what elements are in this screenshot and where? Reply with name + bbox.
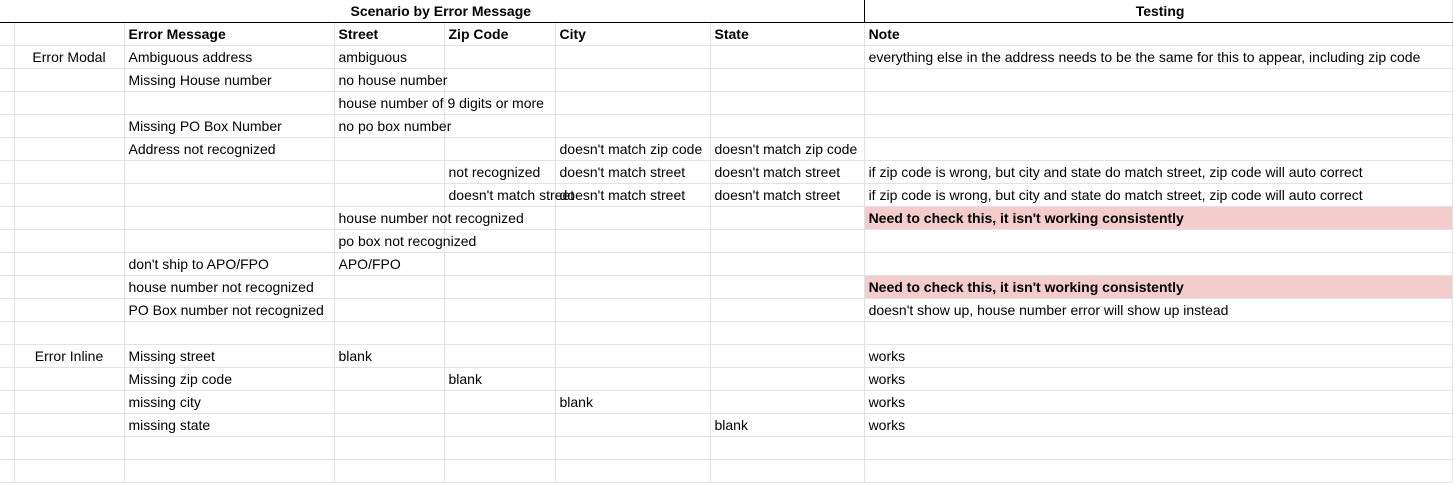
cell-zip-code[interactable] — [444, 414, 555, 437]
row-gutter[interactable] — [0, 253, 14, 276]
table-row — [0, 184, 1452, 207]
table-row — [0, 230, 1452, 253]
cell-note[interactable] — [864, 69, 1452, 92]
table-row — [0, 414, 1452, 437]
cell-group[interactable] — [14, 207, 124, 230]
cell-state[interactable] — [710, 460, 864, 483]
header-cell-error-message[interactable]: Error Message — [124, 23, 334, 46]
cell-city[interactable] — [555, 69, 710, 92]
row-gutter[interactable] — [0, 69, 14, 92]
cell-street[interactable] — [334, 138, 444, 161]
cell-state[interactable] — [710, 276, 864, 299]
row-gutter[interactable] — [0, 299, 14, 322]
cell-state[interactable] — [710, 46, 864, 69]
cell-city[interactable] — [555, 230, 710, 253]
cell-group[interactable] — [14, 414, 124, 437]
cell-city[interactable] — [555, 207, 710, 230]
table-row — [0, 46, 1452, 69]
cell-city[interactable] — [555, 253, 710, 276]
header-cell-state[interactable]: State — [710, 23, 864, 46]
row-gutter[interactable] — [0, 322, 14, 345]
cell-city[interactable] — [555, 92, 710, 115]
cell-error-message[interactable] — [124, 322, 334, 345]
cell-city[interactable]: doesn't match zip code — [555, 138, 710, 161]
header-cell-city[interactable]: City — [555, 23, 710, 46]
cell-group[interactable] — [14, 276, 124, 299]
cell-city[interactable] — [555, 414, 710, 437]
cell-group[interactable] — [14, 92, 124, 115]
table-row — [0, 69, 1452, 92]
cell-city[interactable] — [555, 460, 710, 483]
cell-error-message[interactable] — [124, 207, 334, 230]
cell-zip-code[interactable] — [444, 138, 555, 161]
cell-city[interactable]: doesn't match street — [555, 161, 710, 184]
cell-zip-code[interactable] — [444, 460, 555, 483]
cell-group[interactable] — [14, 391, 124, 414]
cell-state[interactable] — [710, 391, 864, 414]
cell-city[interactable] — [555, 437, 710, 460]
cell-state[interactable]: doesn't match zip code — [710, 138, 864, 161]
table-row — [0, 161, 1452, 184]
header-cell-street[interactable]: Street — [334, 23, 444, 46]
cell-error-message[interactable]: Address not recognized — [124, 138, 334, 161]
cell-error-message[interactable] — [124, 184, 334, 207]
row-gutter[interactable] — [0, 46, 14, 69]
cell-zip-code[interactable] — [444, 115, 555, 138]
column-header-row — [0, 23, 1452, 46]
cell-street[interactable] — [334, 299, 444, 322]
cell-note[interactable]: if zip code is wrong, but city and state do match street, zip code will auto correct — [864, 161, 1452, 184]
cell-group[interactable] — [14, 138, 124, 161]
cell-note[interactable]: everything else in the address needs to be the same for this to appear, including zip code — [864, 46, 1452, 69]
cell-group[interactable] — [14, 115, 124, 138]
cell-city[interactable]: doesn't match street — [555, 184, 710, 207]
row-gutter[interactable] — [0, 230, 14, 253]
row-gutter[interactable] — [0, 345, 14, 368]
cell-state[interactable] — [710, 345, 864, 368]
cell-error-message[interactable] — [124, 460, 334, 483]
cell-state[interactable] — [710, 115, 864, 138]
cell-group[interactable]: Error Inline — [14, 345, 124, 368]
cell-state[interactable] — [710, 299, 864, 322]
cell-state[interactable] — [710, 322, 864, 345]
row-gutter[interactable] — [0, 460, 14, 483]
cell-error-message[interactable] — [124, 161, 334, 184]
cell-note[interactable]: Need to check this, it isn't working consistently — [864, 207, 1452, 230]
cell-state[interactable] — [710, 253, 864, 276]
table-row — [0, 437, 1452, 460]
row-gutter[interactable] — [0, 207, 14, 230]
table-row — [0, 138, 1452, 161]
table-row — [0, 460, 1452, 483]
cell-city[interactable] — [555, 46, 710, 69]
cell-city[interactable] — [555, 276, 710, 299]
cell-error-message[interactable]: missing city — [124, 391, 334, 414]
table-row — [0, 253, 1452, 276]
cell-note[interactable]: works — [864, 414, 1452, 437]
cell-street[interactable]: po box not recognized — [334, 230, 444, 253]
cell-group[interactable] — [14, 230, 124, 253]
cell-error-message[interactable]: Missing street — [124, 345, 334, 368]
cell-note[interactable]: doesn't show up, house number error will show up instead — [864, 299, 1452, 322]
cell-note[interactable] — [864, 253, 1452, 276]
cell-note[interactable] — [864, 115, 1452, 138]
cell-group[interactable] — [14, 460, 124, 483]
cell-zip-code[interactable]: not recognized — [444, 161, 555, 184]
cell-state[interactable] — [710, 207, 864, 230]
header-cell-group[interactable] — [14, 23, 124, 46]
cell-note[interactable]: if zip code is wrong, but city and state do match street, zip code will auto correct — [864, 184, 1452, 207]
cell-zip-code[interactable] — [444, 253, 555, 276]
row-gutter[interactable] — [0, 437, 14, 460]
title-band-row — [0, 0, 1452, 23]
cell-error-message[interactable] — [124, 92, 334, 115]
cell-group[interactable] — [14, 322, 124, 345]
row-gutter[interactable] — [0, 115, 14, 138]
cell-city[interactable] — [555, 368, 710, 391]
cell-state[interactable] — [710, 437, 864, 460]
row-gutter[interactable] — [0, 92, 14, 115]
cell-zip-code[interactable] — [444, 345, 555, 368]
row-gutter[interactable] — [0, 184, 14, 207]
cell-street[interactable]: no house number — [334, 69, 444, 92]
cell-city[interactable] — [555, 345, 710, 368]
cell-city[interactable] — [555, 322, 710, 345]
cell-note[interactable] — [864, 460, 1452, 483]
row-gutter[interactable] — [0, 414, 14, 437]
testing-band-title[interactable]: Testing — [864, 0, 1452, 23]
header-cell-note[interactable]: Note — [864, 23, 1452, 46]
cell-error-message[interactable] — [124, 437, 334, 460]
cell-street[interactable]: APO/FPO — [334, 253, 444, 276]
cell-city[interactable]: blank — [555, 391, 710, 414]
table-row — [0, 115, 1452, 138]
table-row — [0, 391, 1452, 414]
table-row — [0, 207, 1452, 230]
cell-group[interactable] — [14, 69, 124, 92]
cell-zip-code[interactable] — [444, 322, 555, 345]
cell-street[interactable]: blank — [334, 345, 444, 368]
table-row — [0, 322, 1452, 345]
row-gutter[interactable] — [0, 391, 14, 414]
row-gutter[interactable] — [0, 0, 14, 23]
cell-street[interactable] — [334, 437, 444, 460]
table-row — [0, 345, 1452, 368]
cell-note[interactable]: Need to check this, it isn't working consistently — [864, 276, 1452, 299]
cell-street[interactable]: house number of 9 digits or more — [334, 92, 444, 115]
cell-group[interactable] — [14, 299, 124, 322]
cell-zip-code[interactable] — [444, 276, 555, 299]
cell-state[interactable]: doesn't match street — [710, 161, 864, 184]
cell-group[interactable] — [14, 253, 124, 276]
cell-street[interactable] — [334, 184, 444, 207]
cell-street[interactable] — [334, 414, 444, 437]
cell-error-message[interactable]: Ambiguous address — [124, 46, 334, 69]
cell-zip-code[interactable]: blank — [444, 368, 555, 391]
cell-state[interactable] — [710, 230, 864, 253]
cell-city[interactable] — [555, 115, 710, 138]
cell-state[interactable] — [710, 368, 864, 391]
cell-error-message[interactable]: don't ship to APO/FPO — [124, 253, 334, 276]
cell-group[interactable] — [14, 437, 124, 460]
table-row — [0, 92, 1452, 115]
cell-street[interactable]: ambiguous — [334, 46, 444, 69]
cell-street[interactable]: house number not recognized — [334, 207, 444, 230]
cell-group[interactable] — [14, 184, 124, 207]
cell-street[interactable] — [334, 460, 444, 483]
cell-street[interactable]: no po box number — [334, 115, 444, 138]
cell-error-message[interactable]: Missing House number — [124, 69, 334, 92]
cell-state[interactable]: blank — [710, 414, 864, 437]
cell-street[interactable] — [334, 391, 444, 414]
cell-error-message[interactable]: missing state — [124, 414, 334, 437]
cell-error-message[interactable]: Missing zip code — [124, 368, 334, 391]
cell-error-message[interactable]: Missing PO Box Number — [124, 115, 334, 138]
cell-state[interactable] — [710, 69, 864, 92]
cell-note[interactable] — [864, 230, 1452, 253]
cell-zip-code[interactable] — [444, 69, 555, 92]
cell-note[interactable] — [864, 322, 1452, 345]
cell-state[interactable] — [710, 92, 864, 115]
cell-group[interactable]: Error Modal — [14, 46, 124, 69]
cell-street[interactable] — [334, 368, 444, 391]
cell-zip-code[interactable] — [444, 391, 555, 414]
header-cell-zip-code[interactable]: Zip Code — [444, 23, 555, 46]
cell-zip-code[interactable] — [444, 299, 555, 322]
cell-note[interactable] — [864, 437, 1452, 460]
cell-error-message[interactable]: PO Box number not recognized — [124, 299, 334, 322]
cell-error-message[interactable] — [124, 230, 334, 253]
cell-zip-code[interactable] — [444, 46, 555, 69]
table-row — [0, 368, 1452, 391]
cell-group[interactable] — [14, 368, 124, 391]
scenario-band-title[interactable]: Scenario by Error Message — [14, 0, 864, 23]
table-row — [0, 299, 1452, 322]
cell-note[interactable]: works — [864, 368, 1452, 391]
cell-street[interactable] — [334, 161, 444, 184]
cell-note[interactable] — [864, 138, 1452, 161]
row-gutter[interactable] — [0, 138, 14, 161]
cell-city[interactable] — [555, 299, 710, 322]
cell-street[interactable] — [334, 276, 444, 299]
cell-error-message[interactable]: house number not recognized — [124, 276, 334, 299]
cell-state[interactable]: doesn't match street — [710, 184, 864, 207]
cell-zip-code[interactable]: doesn't match street — [444, 184, 555, 207]
cell-note[interactable]: works — [864, 345, 1452, 368]
cell-note[interactable]: works — [864, 391, 1452, 414]
row-gutter[interactable] — [0, 23, 14, 46]
cell-street[interactable] — [334, 322, 444, 345]
cell-group[interactable] — [14, 161, 124, 184]
cell-note[interactable] — [864, 92, 1452, 115]
row-gutter[interactable] — [0, 368, 14, 391]
row-gutter[interactable] — [0, 276, 14, 299]
cell-zip-code[interactable] — [444, 437, 555, 460]
row-gutter[interactable] — [0, 161, 14, 184]
table-row — [0, 276, 1452, 299]
